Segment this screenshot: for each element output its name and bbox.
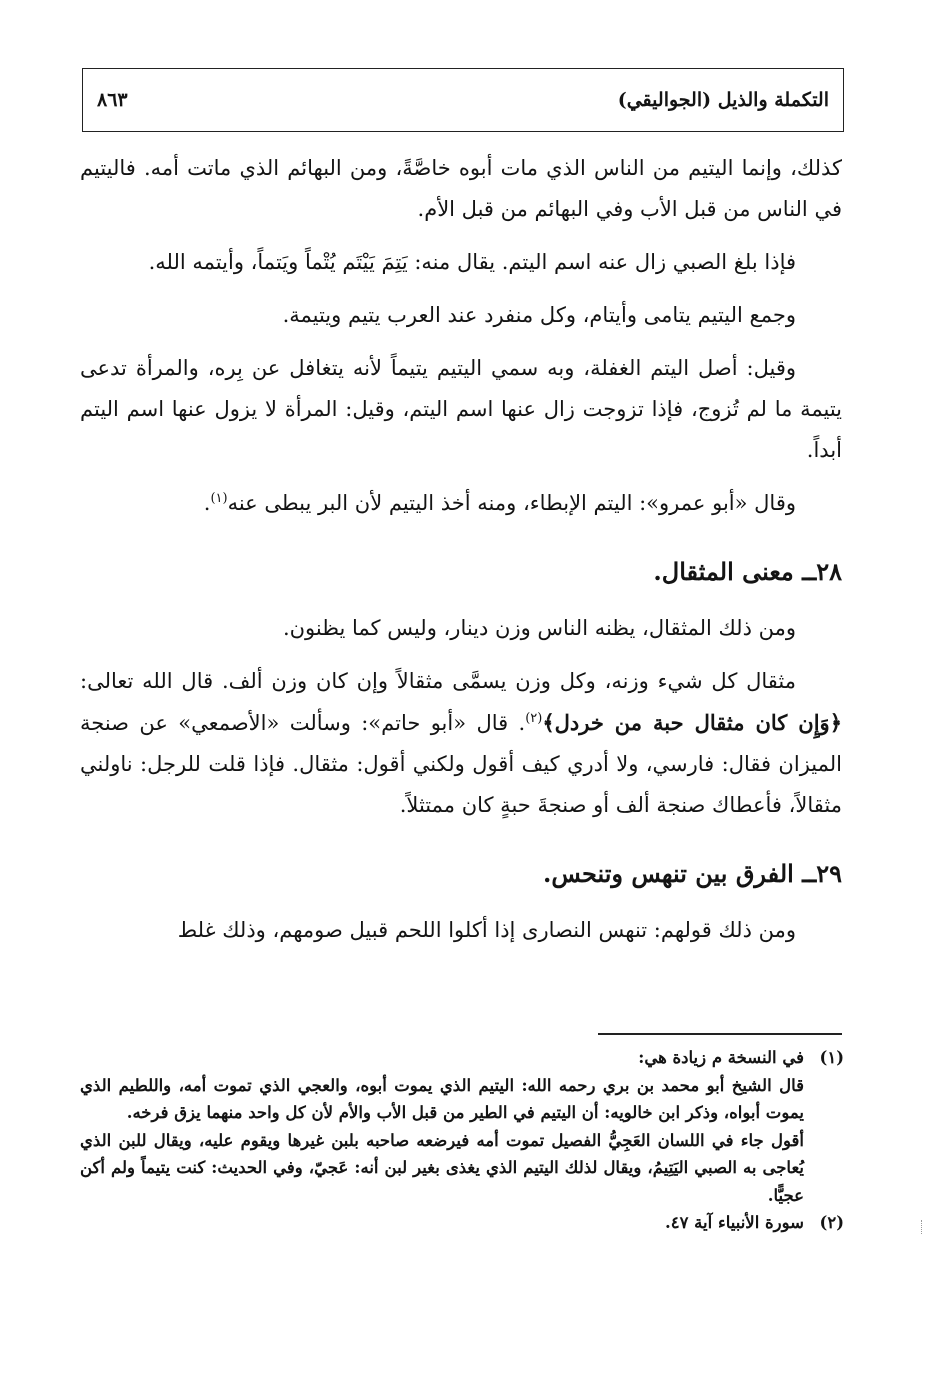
paragraph — [80, 661, 842, 826]
paragraph-end: . — [203, 491, 211, 515]
footnote-line: في النسخة م زيادة هي: — [638, 1048, 804, 1067]
paragraph-text: مثقال كل شيء وزنه، وكل وزن يسمَّى مثقالاً وإن كان وزن ألف. قال الله تعالى: — [80, 669, 796, 693]
header-title: التكملة والذيل (الجواليقي) — [617, 89, 829, 111]
footnote-ref: (٢) — [525, 711, 543, 726]
main-text — [80, 148, 842, 963]
footnote-line: سورة الأنبياء آية ٤٧. — [664, 1213, 804, 1232]
paragraph: ومن ذلك قولهم: تنهس النصارى إذا أكلوا اللحم قبيل صومهم، وذلك غلط — [177, 918, 796, 942]
section-heading — [80, 852, 842, 896]
footnote-line: قال الشيخ أبو محمد بن بري رحمه الله: اليتيم الذي يموت أبوه، والعجي الذي تموت أمه، واللطيم الذي يموت أبواه، وذكر ابن خالويه: أن اليتيم في الطير من قبل الأب والأم لأن كل واحد منهما يزق فرخه. — [80, 1075, 804, 1122]
section-number: ٢٨ــ — [802, 557, 842, 586]
paragraph-text: . قال «أبو حاتم»: وسألت «الأصمعي» عن صنجة الميزان فقال: فارسي، ولا أدري كيف أقول ولكني أقول: مثقال. فإذا قلت للرجل: ناولني مثقالاً، فأعطاك صنجة ألف أو صنجةَ حبةٍ كان ممتثلاً. — [80, 711, 842, 817]
footnote-separator — [598, 1033, 842, 1035]
footnote-number: (١) — [819, 1048, 844, 1067]
footnote-number: (٢) — [819, 1213, 844, 1232]
paragraph: فإذا بلغ الصبي زال عنه اسم اليتم. يقال منه: يَتِمَ يَيْتَم يُتْماً ويَتماً، وأيتمه الله. — [148, 250, 796, 274]
paragraph: وجمع اليتيم يتامى وأيتام، وكل منفرد عند العرب يتيم ويتيمة. — [282, 303, 796, 327]
paragraph-text: وقال «أبو عمرو»: اليتم الإبطاء، ومنه أخذ اليتيم لأن البر يبطى عنه — [227, 491, 796, 515]
quran-quote: ﴿وَإِن كان مثقال حبة من خردل﴾ — [542, 710, 842, 735]
section-title: معنى المثقال. — [653, 557, 794, 586]
section-title: الفرق بين تنهس وتنحس. — [543, 859, 794, 888]
section-number: ٢٩ــ — [802, 859, 842, 888]
section-heading — [80, 550, 842, 594]
running-header — [82, 68, 844, 132]
paragraph: ومن ذلك المثقال، يظنه الناس وزن دينار، وليس كما يظنون. — [282, 616, 796, 640]
footnote-ref: (١) — [210, 491, 228, 506]
footnotes — [80, 1044, 844, 1237]
page-number: ٨٦٣ — [97, 89, 128, 111]
footnote — [80, 1044, 844, 1209]
footnote-line: أقول جاء في اللسان العَجِيُّ الفصيل تموت أمه فيرضعه صاحبه بلبن غيرها ويقوم عليه، ويقال للبن الذي يُعاجى به الصبي اليَتِيمُ، ويقال لذلك اليتيم الذي يغذى بغير لبن أنه: عَجيّ، وفي الحديث: كنت يتيماً ولم أكن عجيًّا. — [80, 1130, 804, 1205]
footnote-body — [80, 1209, 804, 1237]
paragraph — [80, 483, 842, 524]
paragraph: كذلك، وإنما اليتيم من الناس الذي مات أبوه خاصَّةً، ومن البهائم الذي ماتت أمه. فاليتيم في الناس من قبل الأب وفي البهائم من قبل الأم. — [80, 156, 842, 221]
footnote — [80, 1209, 844, 1237]
paragraph: وقيل: أصل اليتم الغفلة، وبه سمي اليتيم يتيماً لأنه يتغافل عن بِره، والمرأة تدعى يتيمة ما لم تُزوج، فإذا تزوجت زال عنها اسم اليتم، وقيل: المرأة لا يزول عنها اسم اليتم أبداً. — [80, 356, 842, 462]
footnote-body — [80, 1044, 804, 1209]
scan-mark — [921, 1220, 924, 1234]
